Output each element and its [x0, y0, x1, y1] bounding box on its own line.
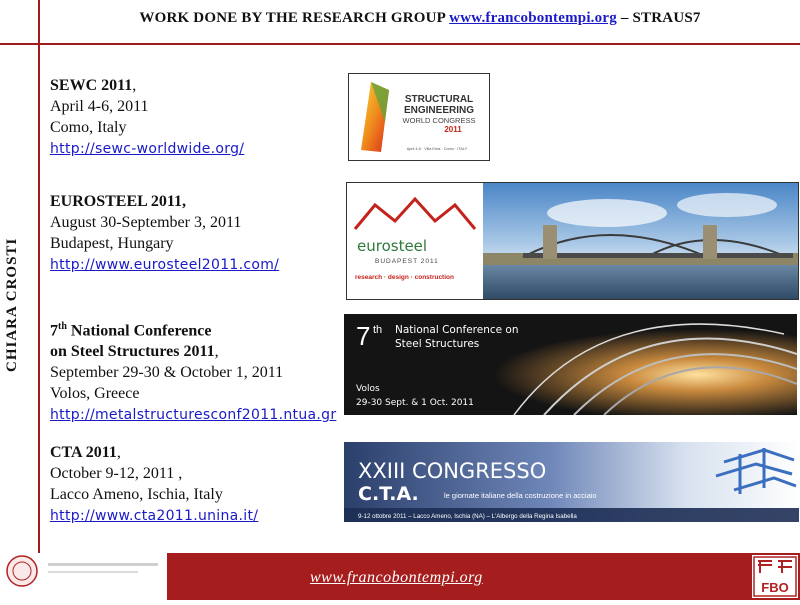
event-eurosteel: [50, 191, 279, 276]
national-banner-city: Volos: [356, 384, 380, 394]
national-banner-line2: Steel Structures: [395, 338, 480, 350]
event-sewc: [50, 75, 244, 160]
event-title-line2: on Steel Structures 2011: [50, 343, 215, 361]
eurosteel-bridge-pier: [703, 225, 717, 259]
event-place: Volos, Greece: [50, 385, 140, 403]
event-title-rest: National Conference: [66, 322, 212, 340]
title-prefix: WORK DONE BY THE RESEARCH GROUP: [139, 10, 446, 26]
fbo-logo: [752, 555, 798, 598]
sewc-year: 2011: [444, 125, 462, 134]
cta-bottom-text: 9-12 ottobre 2011 – Lacco Ameno, Ischia (NA) – L'Albergo della Regina Isabella: [358, 513, 577, 520]
footer-university-logo: [0, 553, 167, 600]
eurosteel-name: eurosteel: [357, 237, 428, 255]
cta-line1: XXIII CONGRESSO: [358, 459, 547, 483]
cta-graphic: [344, 442, 799, 522]
event-link[interactable]: http://metalstructuresconf2011.ntua.gr: [50, 407, 337, 424]
event-link[interactable]: http://sewc-worldwide.org/: [50, 141, 245, 157]
event-place: Como, Italy: [50, 119, 127, 136]
sewc-logo: [348, 73, 490, 161]
national-banner-sup: th: [373, 324, 383, 336]
event-link[interactable]: http://www.eurosteel2011.com/: [50, 257, 280, 273]
sewc-small-text: April 4-6 · Villa Erba · Como · ITALY: [406, 147, 468, 151]
event-title: CTA 2011: [50, 444, 117, 461]
event-date: September 29-30 & October 1, 2011: [50, 364, 284, 382]
university-seal-icon: [0, 553, 167, 600]
eurosteel-bridge-deck: [523, 253, 793, 258]
page-title: [40, 10, 800, 27]
event-place: Lacco Ameno, Ischia, Italy: [50, 486, 223, 503]
eurosteel-banner: [346, 182, 799, 300]
event-title-number: 7: [50, 322, 58, 340]
sewc-logo-graphic: [349, 74, 489, 160]
national-banner-number: 7: [356, 321, 371, 351]
event-title: EUROSTEEL 2011,: [50, 193, 187, 210]
event-title-suffix: ,: [116, 444, 121, 461]
event-title: SEWC 2011: [50, 77, 133, 94]
event-title: [50, 316, 336, 341]
cta-subtitle: le giornate italiane della costruzione in acciaio: [444, 491, 597, 500]
national-banner-line1: National Conference on: [395, 324, 519, 336]
cta-steel-frame: [716, 448, 796, 494]
title-link[interactable]: www.francobontempi.org: [449, 10, 617, 26]
cta-line2: C.T.A.: [358, 483, 419, 505]
event-place: Budapest, Hungary: [50, 235, 174, 252]
national-conference-banner: [344, 314, 797, 415]
eurosteel-bridge-pier: [543, 225, 557, 259]
sewc-line1: STRUCTURAL: [404, 94, 474, 105]
sewc-line2: ENGINEERING: [403, 105, 475, 116]
event-title-line2-suffix: ,: [214, 343, 219, 361]
event-national-conference: [50, 316, 336, 426]
national-conference-graphic: [344, 314, 797, 415]
event-cta: [50, 442, 258, 527]
fbo-logo-icon: [752, 555, 798, 598]
eurosteel-city-year: BUDAPEST 2011: [375, 258, 439, 265]
footer-bar: [0, 553, 800, 600]
sewc-line3: WORLD CONGRESS: [402, 116, 476, 125]
national-banner-dates: 29-30 Sept. & 1 Oct. 2011: [356, 398, 474, 408]
event-title-suffix: ,: [132, 77, 137, 94]
eurosteel-tagline: research · design · construction: [355, 274, 454, 281]
header-divider-line: [0, 43, 800, 45]
footer-link[interactable]: www.francobontempi.org: [310, 569, 483, 586]
eurosteel-cloud: [677, 193, 777, 217]
event-date: April 4-6, 2011: [50, 98, 149, 115]
event-link[interactable]: http://www.cta2011.unina.it/: [50, 508, 259, 524]
title-suffix: – STRAUS7: [620, 10, 701, 26]
author-name: CHIARA CROSTI: [4, 237, 20, 372]
event-title-sup: th: [58, 321, 67, 332]
cta-banner: [344, 442, 799, 522]
eurosteel-graphic: [347, 183, 798, 299]
fbo-logo-text: FBO: [761, 580, 789, 595]
event-date: August 30-September 3, 2011: [50, 214, 242, 231]
event-date: October 9-12, 2011 ,: [50, 465, 183, 482]
left-divider-line: [38, 0, 40, 553]
eurosteel-river: [483, 263, 798, 299]
eurosteel-cloud: [547, 199, 667, 227]
